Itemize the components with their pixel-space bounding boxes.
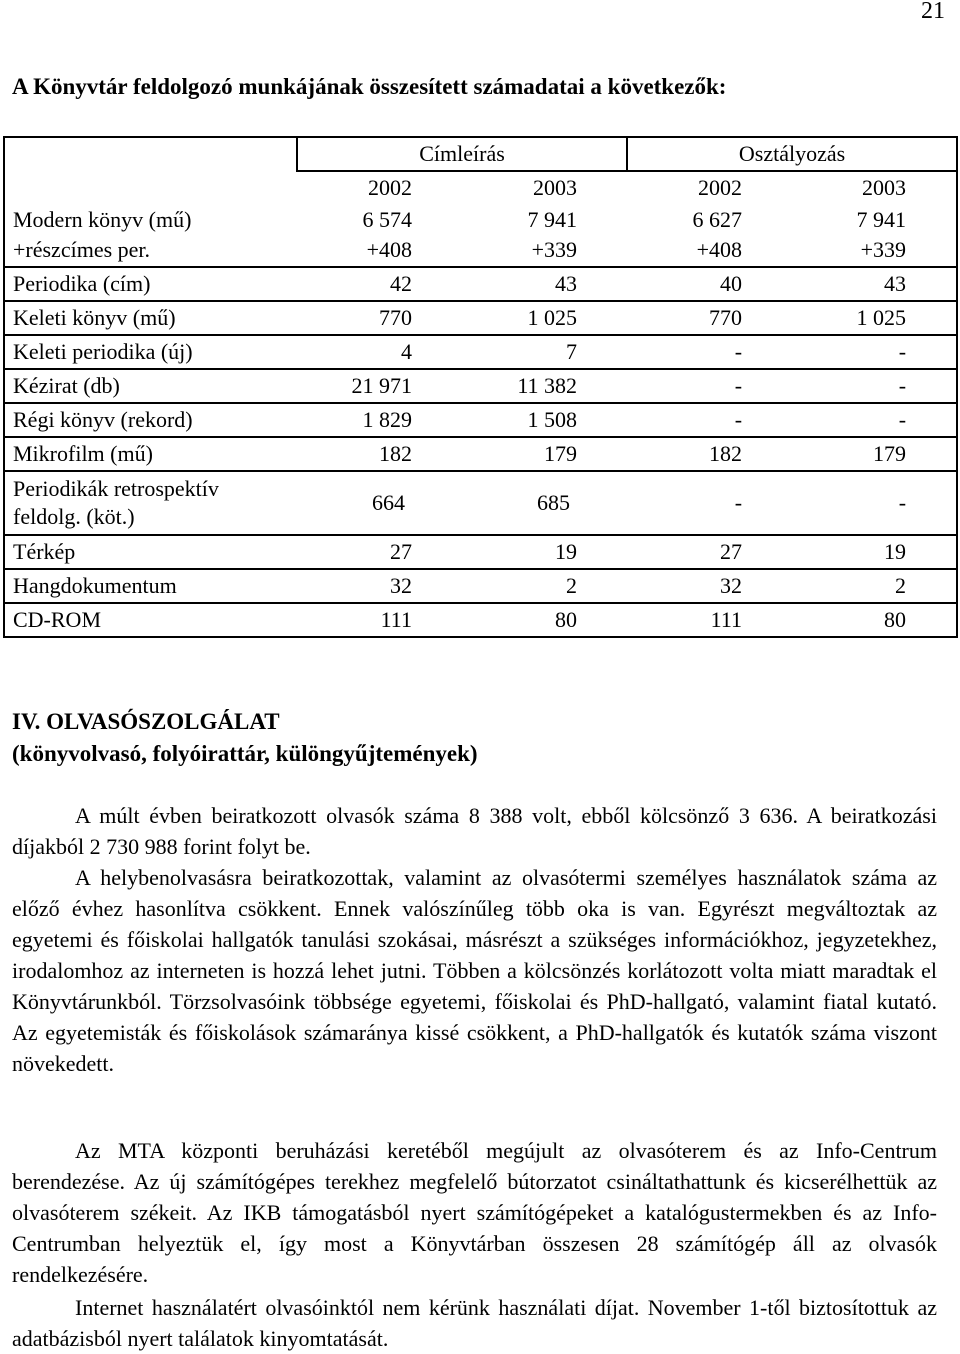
- table-row: [4, 603, 957, 637]
- table-row-label: Keleti periodika (új): [4, 335, 297, 369]
- table-cell: 179: [792, 437, 957, 471]
- section-title: IV. OLVASÓSZOLGÁLAT: [12, 709, 280, 734]
- table-cell: 1 829: [297, 403, 462, 437]
- year-header: 2002: [368, 175, 412, 200]
- table-row-label: CD-ROM: [4, 603, 297, 637]
- table-row-label: Periodika (cím): [4, 267, 297, 301]
- section-heading: [12, 706, 478, 770]
- table-row-label: Keleti könyv (mű): [4, 301, 297, 335]
- table-row: [4, 369, 957, 403]
- table-cell: 182: [297, 437, 462, 471]
- table-cell: 2: [462, 569, 627, 603]
- table-row-label: Modern könyv (mű) +részcímes per.: [4, 204, 297, 267]
- table-row-label: Régi könyv (rekord): [4, 403, 297, 437]
- table-cell: 80: [462, 603, 627, 637]
- table-row: [4, 267, 957, 301]
- table-cell: 43: [462, 267, 627, 301]
- table-cell: 111: [627, 603, 792, 637]
- table-row-label: Hangdokumentum: [4, 569, 297, 603]
- table-cell: 4: [297, 335, 462, 369]
- table-cell: 32: [627, 569, 792, 603]
- table-cell: 6 627 +408: [627, 204, 792, 267]
- table-cell: 182: [627, 437, 792, 471]
- paragraph: A helybenolvasásra beiratkozottak, valamint az olvasótermi személyes használatok száma az előző évhez hasonlítva csökkent. Ennek valószínűleg több oka is van. Egyrészt megváltoztak az egyetemi és főiskolai hallgatók tanulási szokásai, másrészt a szükséges információkhoz, jegyzetekhez, irodalomhoz az interneten is hozzá lehet jutni. Többen a kölcsönzés korlátozott volta miatt maradtak el Könyvtárunkból. Törzsolvasóink többsége egyetemi, főiskolai és PhD-hallgató, valamint fiatal kutató. Az egyetemisták és főiskolások számaránya kissé csökkent, a PhD-hallgatók és kutatók száma viszont növekedett.: [12, 865, 937, 1076]
- table-cell: 7 941 +339: [462, 204, 627, 267]
- table-row: [4, 437, 957, 471]
- group-header-osztalyozas: Osztályozás: [627, 137, 957, 171]
- table-cell: 19: [792, 535, 957, 569]
- table-row: [4, 301, 957, 335]
- paragraph: Az MTA központi beruházási keretéből megújult az olvasóterem és az Info-Centrum berendezése. Az új számítógépes terekhez megfelelő bútorzatot csináltathattunk és kicserélhettük az olvasóterem székeit. Az IKB támogatásból nyert számítógépeket a katalógustermekben és az Info-Centrumban helyeztük el, így most a Könyvtárban összesen 28 számítógép áll az olvasók rendelkezésére.: [12, 1138, 937, 1287]
- paragraph: A múlt évben beiratkozott olvasók száma 8 388 volt, ebből kölcsönző 3 636. A beiratkozási díjakból 2 730 988 forint folyt be.: [12, 803, 937, 859]
- table-row-label: Mikrofilm (mű): [4, 437, 297, 471]
- table-cell: 1 025: [792, 301, 957, 335]
- table-cell: 685: [462, 471, 627, 535]
- table-cell: 11 382: [462, 369, 627, 403]
- table-cell: -: [627, 471, 792, 535]
- table-cell: 179: [462, 437, 627, 471]
- table-cell: 7 941 +339: [792, 204, 957, 267]
- table-cell: -: [627, 403, 792, 437]
- table-row: [4, 403, 957, 437]
- table-cell: -: [792, 403, 957, 437]
- table-cell: 770: [627, 301, 792, 335]
- table-cell: 21 971: [297, 369, 462, 403]
- section-subtitle: (könyvolvasó, folyóirattár, különgyűjtemények): [12, 741, 478, 766]
- table-cell: 2: [792, 569, 957, 603]
- table-cell: 27: [297, 535, 462, 569]
- page-number: 21: [921, 0, 945, 24]
- table-row-label: Periodikák retrospektív feldolg. (köt.): [4, 471, 297, 535]
- table-cell: -: [792, 335, 957, 369]
- table-row: [4, 471, 957, 535]
- group-header-cimleiras: Címleírás: [297, 137, 627, 171]
- year-header: 2003: [792, 171, 957, 204]
- table-cell: 32: [297, 569, 462, 603]
- table-cell: 1 025: [462, 301, 627, 335]
- table-cell: 664: [297, 471, 462, 535]
- table-cell: 1 508: [462, 403, 627, 437]
- table-cell: -: [792, 369, 957, 403]
- table-row: [4, 569, 957, 603]
- table-cell: 19: [462, 535, 627, 569]
- page-heading: A Könyvtár feldolgozó munkájának összesített számadatai a következők:: [12, 74, 727, 99]
- year-header: 2002: [698, 175, 743, 200]
- table-corner-cell: [4, 137, 297, 171]
- table-row: [4, 535, 957, 569]
- statistics-table: [3, 136, 958, 638]
- table-cell: 6 574 +408: [297, 204, 462, 267]
- year-header: 2003: [533, 175, 578, 200]
- table-row: [4, 335, 957, 369]
- table-cell: 40: [627, 267, 792, 301]
- paragraph: Internet használatért olvasóinktól nem kérünk használati díjat. November 1-től biztosítottuk az adatbázisból nyert találatok kinyomtatását.: [12, 1295, 937, 1351]
- table-cell: 80: [792, 603, 957, 637]
- table-row-label: Térkép: [4, 535, 297, 569]
- table-cell: 42: [297, 267, 462, 301]
- table-cell: -: [627, 369, 792, 403]
- table-row-label: Kézirat (db): [4, 369, 297, 403]
- table-cell: 111: [297, 603, 462, 637]
- table-cell: -: [627, 335, 792, 369]
- table-cell: 770: [297, 301, 462, 335]
- table-cell: -: [792, 471, 957, 535]
- table-cell: 27: [627, 535, 792, 569]
- table-cell: 7: [462, 335, 627, 369]
- table-cell: 43: [792, 267, 957, 301]
